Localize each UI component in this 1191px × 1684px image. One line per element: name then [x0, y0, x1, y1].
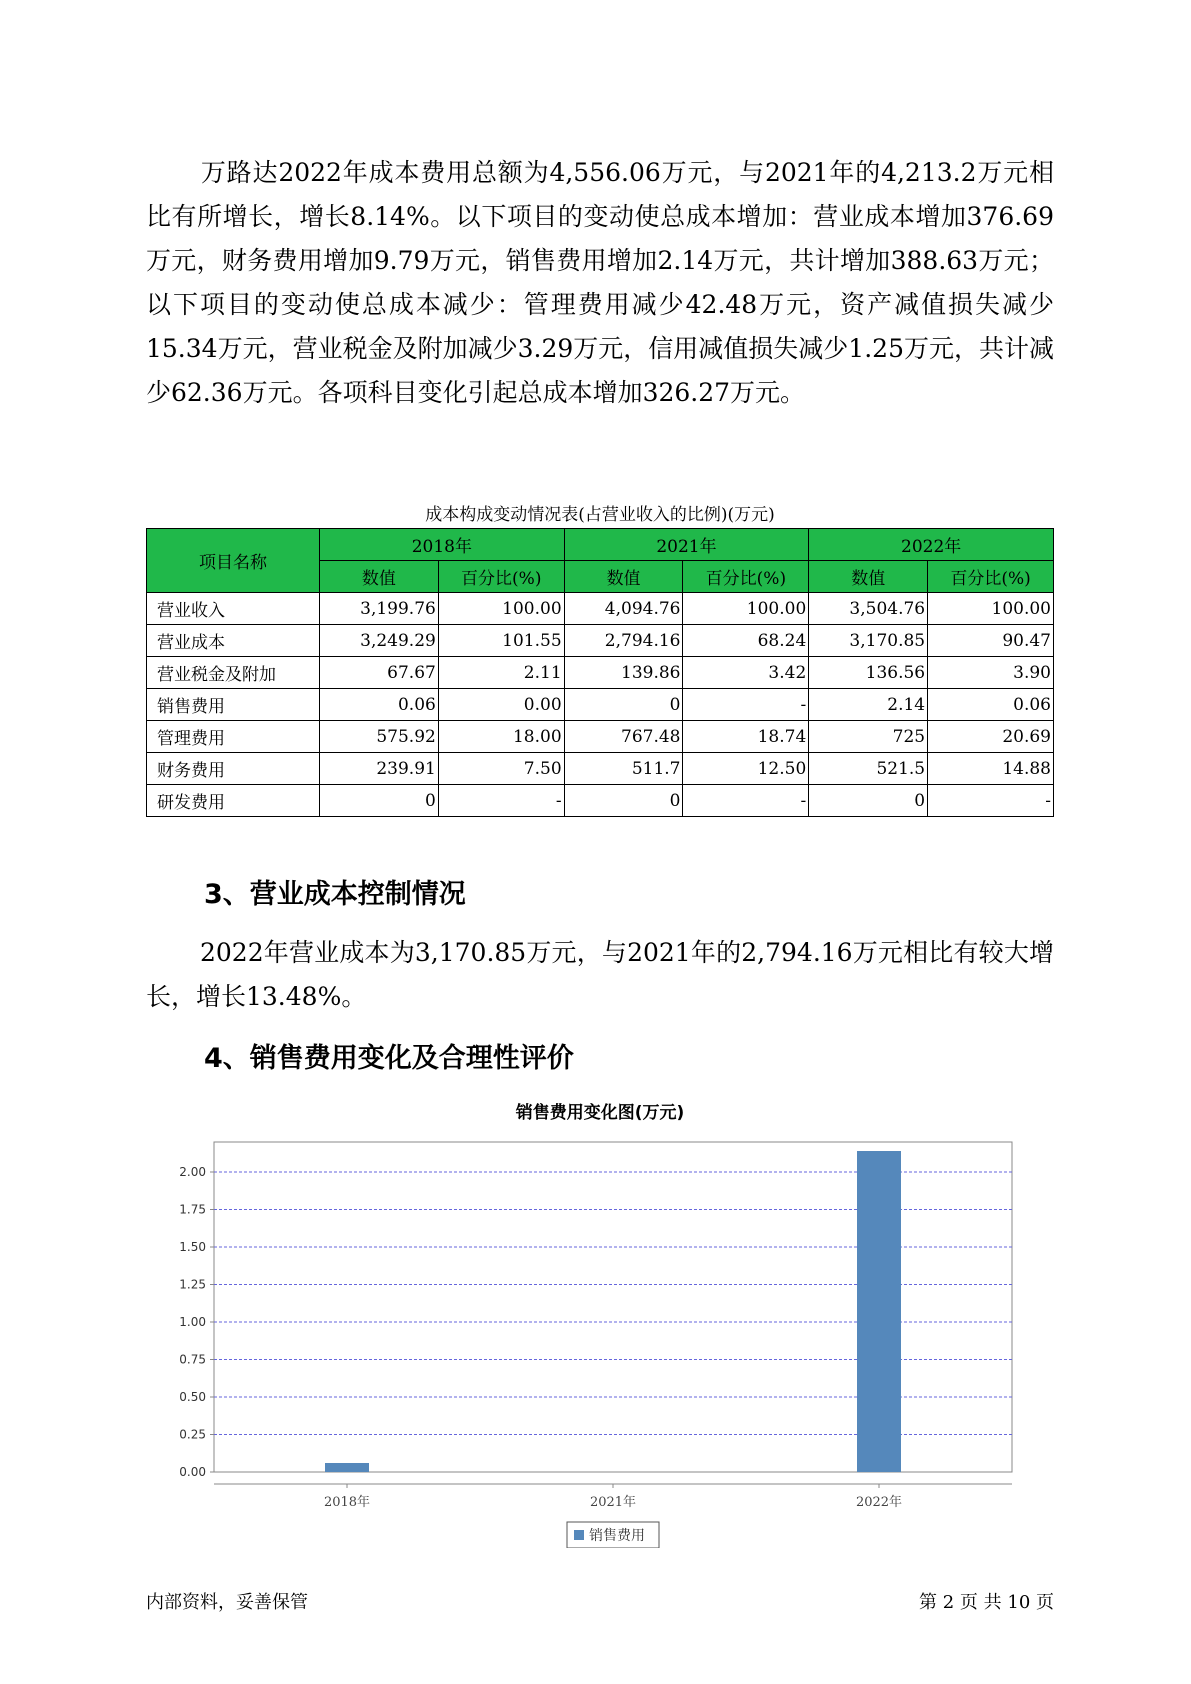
y-tick-label: 1.50: [179, 1240, 206, 1254]
header-item-name: 项目名称: [147, 529, 320, 593]
header-pct: 百分比(%): [683, 561, 809, 593]
legend-label: 销售费用: [589, 1528, 645, 1544]
table-cell: 90.47: [928, 625, 1054, 657]
table-row: [147, 721, 1054, 753]
summary-text: 万路达2022年成本费用总额为4,556.06万元，与2021年的4,213.2万元相比有所增长，增长8.14%。以下项目的变动使总成本增加：营业成本增加376.69万元，财务费用增加9.79万元，销售费用增加2.14万元，共计增加388.63万元；以下项目的变动使总成本减少：管理费用减少42.48万元，资产减值损失减少15.34万元，营业税金及附加减少3.29万元，信用减值损失减少1.25万元，共计减少62.36万元。各项科目变化引起总成本增加326.27万元。: [146, 158, 1054, 407]
row-label: 营业成本: [147, 625, 320, 657]
x-tick-label: 2018年: [323, 1495, 371, 1510]
row-label: 研发费用: [147, 785, 320, 817]
row-label: 营业收入: [147, 593, 320, 625]
table-cell: 101.55: [438, 625, 564, 657]
cost-control-text: 2022年营业成本为3,170.85万元，与2021年的2,794.16万元相比有较大增长，增长13.48%。: [146, 938, 1054, 1011]
table-cell: -: [438, 785, 564, 817]
header-value: 数值: [564, 561, 683, 593]
y-tick-label: 0.75: [179, 1352, 206, 1367]
table-body: [147, 593, 1054, 817]
table-cell: 68.24: [683, 625, 809, 657]
y-tick-label: 1.75: [179, 1202, 206, 1217]
table-cell: 100.00: [683, 593, 809, 625]
section-3-heading: 3、营业成本控制情况: [204, 879, 466, 910]
y-tick-label: 1.25: [179, 1277, 206, 1292]
table-cell: 0.06: [320, 689, 439, 721]
header-value: 数值: [809, 561, 928, 593]
table-cell: 14.88: [928, 753, 1054, 785]
table-cell: -: [683, 689, 809, 721]
table-cell: 100.00: [928, 593, 1054, 625]
summary-paragraph: [146, 151, 1054, 415]
table-cell: 18.00: [438, 721, 564, 753]
bar: [857, 1151, 901, 1472]
sales-expense-bar-chart: [146, 1128, 1054, 1548]
table-cell: 3.42: [683, 657, 809, 689]
table-cell: 4,094.76: [564, 593, 683, 625]
table-cell: 18.74: [683, 721, 809, 753]
cost-control-paragraph: [146, 931, 1054, 1019]
row-label: 营业税金及附加: [147, 657, 320, 689]
row-label: 财务费用: [147, 753, 320, 785]
header-year-2021: 2021年: [564, 529, 809, 561]
table-cell: 0: [564, 785, 683, 817]
y-tick-label: 0.25: [179, 1427, 206, 1442]
table-cell: 67.67: [320, 657, 439, 689]
table-cell: 2.11: [438, 657, 564, 689]
table-cell: 100.00: [438, 593, 564, 625]
table-row: [147, 657, 1054, 689]
footer-left: 内部资料，妥善保管: [146, 1592, 308, 1613]
table-cell: 521.5: [809, 753, 928, 785]
table-cell: 0.06: [928, 689, 1054, 721]
y-tick-label: 0.00: [179, 1465, 206, 1479]
table-cell: -: [928, 785, 1054, 817]
table-cell: 239.91: [320, 753, 439, 785]
x-tick-label: 2021年: [589, 1495, 637, 1510]
table-cell: 7.50: [438, 753, 564, 785]
x-tick-label: 2022年: [855, 1495, 903, 1510]
cost-structure-table: [146, 528, 1054, 817]
header-year-2018: 2018年: [320, 529, 565, 561]
table-cell: 767.48: [564, 721, 683, 753]
table-cell: 511.7: [564, 753, 683, 785]
y-tick-label: 2.00: [179, 1165, 206, 1179]
table-cell: 575.92: [320, 721, 439, 753]
header-pct: 百分比(%): [928, 561, 1054, 593]
legend-swatch: [574, 1530, 584, 1540]
table-cell: 3,199.76: [320, 593, 439, 625]
chart-title: 销售费用变化图(万元): [515, 1103, 685, 1123]
table-row: [147, 785, 1054, 817]
table-row: [147, 689, 1054, 721]
header-pct: 百分比(%): [438, 561, 564, 593]
table-cell: 139.86: [564, 657, 683, 689]
table-cell: 0: [564, 689, 683, 721]
table-cell: 3,170.85: [809, 625, 928, 657]
footer-right: 第 2 页 共 10 页: [919, 1592, 1054, 1613]
table-cell: 136.56: [809, 657, 928, 689]
table-header-row-years: [147, 529, 1054, 561]
header-value: 数值: [320, 561, 439, 593]
table-cell: 3,504.76: [809, 593, 928, 625]
row-label: 管理费用: [147, 721, 320, 753]
table-cell: 3,249.29: [320, 625, 439, 657]
y-tick-label: 1.00: [179, 1315, 206, 1329]
table-row: [147, 625, 1054, 657]
table-row: [147, 753, 1054, 785]
table-cell: 20.69: [928, 721, 1054, 753]
table-row: [147, 593, 1054, 625]
table-cell: 0.00: [438, 689, 564, 721]
table-caption: 成本构成变动情况表(占营业收入的比例)(万元): [425, 505, 775, 525]
bar: [325, 1463, 369, 1472]
y-tick-label: 0.50: [179, 1390, 206, 1404]
header-year-2022: 2022年: [809, 529, 1054, 561]
section-4-heading: 4、销售费用变化及合理性评价: [204, 1043, 574, 1074]
table-cell: 725: [809, 721, 928, 753]
table-cell: 3.90: [928, 657, 1054, 689]
table-cell: 0: [809, 785, 928, 817]
table-cell: 2.14: [809, 689, 928, 721]
table-cell: 12.50: [683, 753, 809, 785]
table-cell: 2,794.16: [564, 625, 683, 657]
table-cell: 0: [320, 785, 439, 817]
row-label: 销售费用: [147, 689, 320, 721]
table-cell: -: [683, 785, 809, 817]
